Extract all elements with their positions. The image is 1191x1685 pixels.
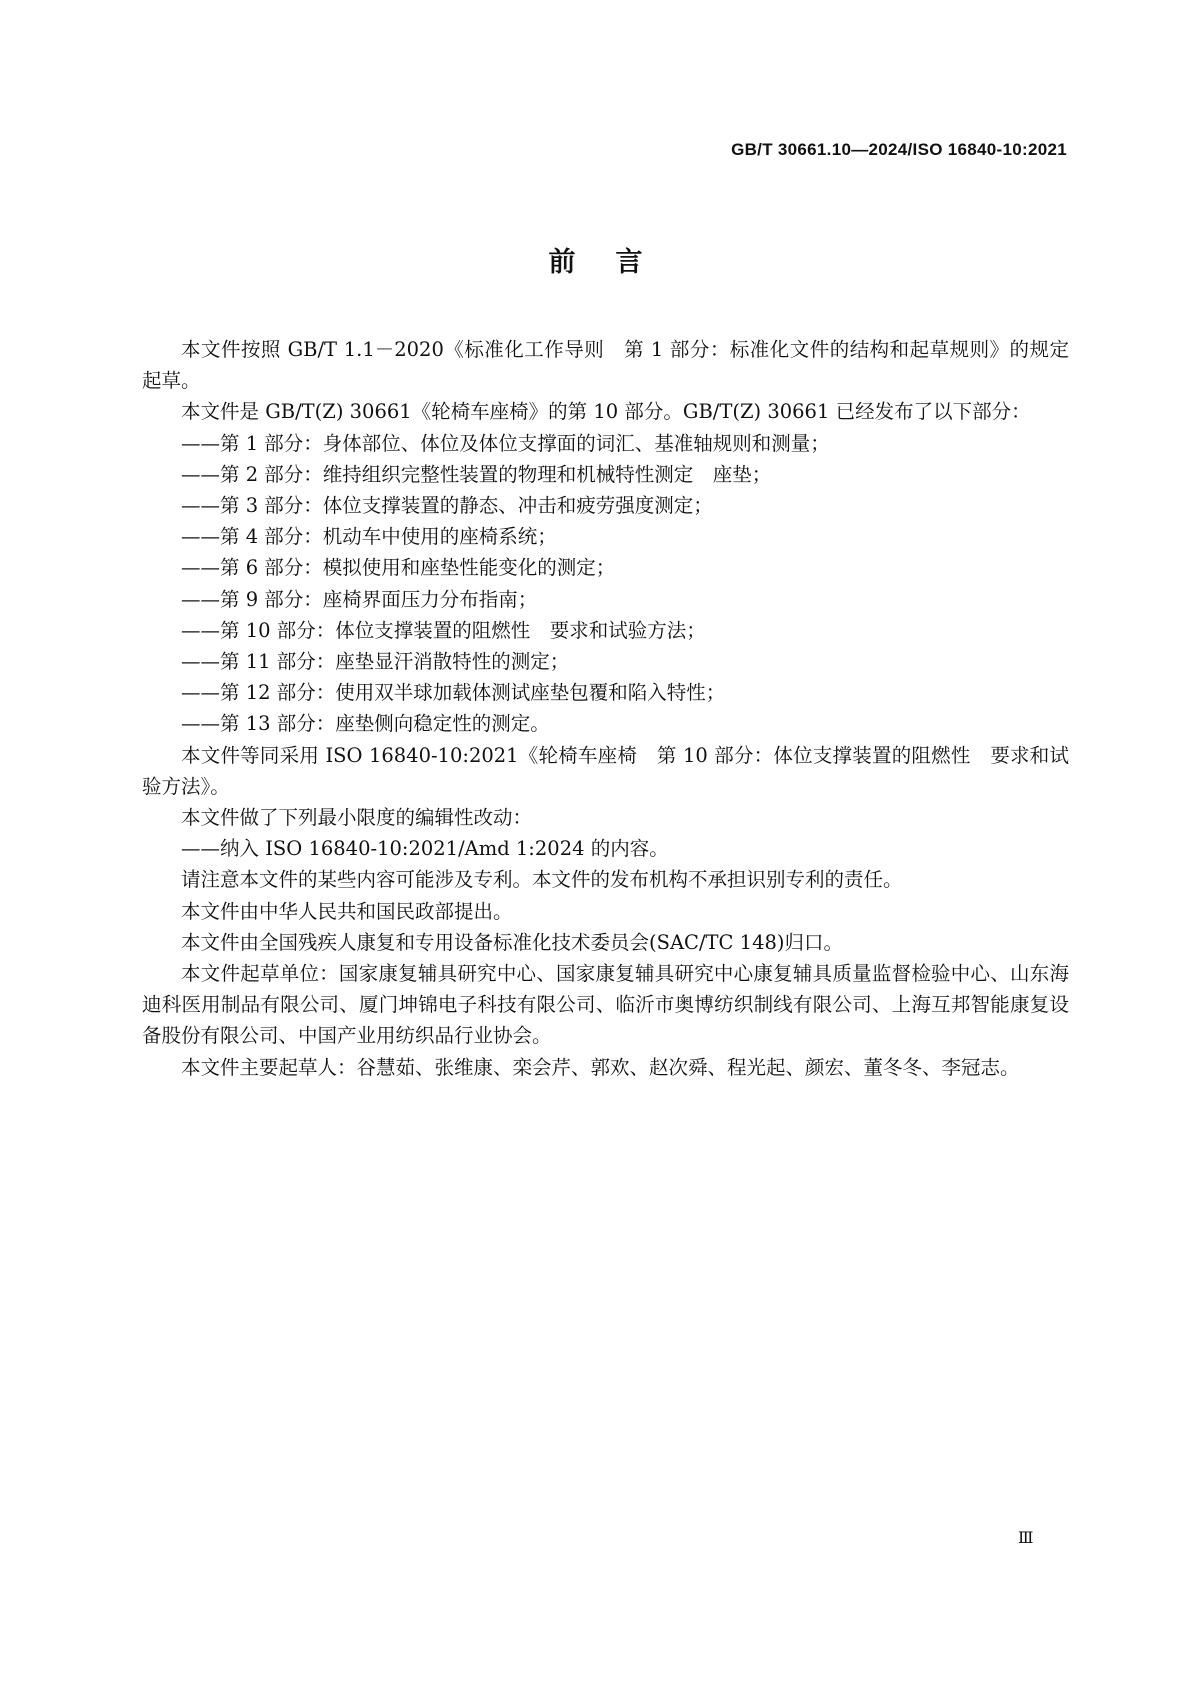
page-title: 前言: [548, 247, 683, 278]
list-item: ——第 12 部分：使用双半球加载体测试座垫包覆和陷入特性；: [181, 681, 726, 705]
paragraph: 本文件由中华人民共和国民政部提出。: [181, 899, 513, 923]
list-item: ——纳入 ISO 16840-10:2021/Amd 1:2024 的内容。: [181, 837, 669, 861]
paragraph: 本文件主要起草人：谷慧茹、张维康、栾会芹、郭欢、赵次舜、程光起、颜宏、董冬冬、李冠志。: [181, 1055, 1020, 1079]
paragraph: 本文件由全国残疾人康复和专用设备标准化技术委员会(SAC/TC 148)归口。: [181, 930, 843, 954]
document-header-id: GB/T 30661.10—2024/ISO 16840-10:2021: [731, 140, 1067, 159]
list-item: ——第 13 部分：座垫侧向稳定性的测定。: [181, 712, 550, 736]
list-item: ——第 3 部分：体位支撑装置的静态、冲击和疲劳强度测定；: [181, 494, 713, 518]
paragraph: 本文件等同采用 ISO 16840-10:2021《轮椅车座椅 第 10 部分：体位支撑装置的阻燃性 要求和试验方法》。: [142, 743, 1069, 798]
list-item: ——第 6 部分：模拟使用和座垫性能变化的测定；: [181, 556, 616, 580]
paragraph: 本文件做了下列最小限度的编辑性改动：: [181, 806, 533, 830]
list-item: ——第 9 部分：座椅界面压力分布指南；: [181, 587, 538, 611]
paragraph: 本文件按照 GB/T 1.1－2020《标准化工作导则 第 1 部分：标准化文件的结构和起草规则》的规定起草。: [142, 338, 1069, 393]
paragraph: 本文件起草单位：国家康复辅具研究中心、国家康复辅具研究中心康复辅具质量监督检验中心、山东海迪科医用制品有限公司、厦门坤锦电子科技有限公司、临沂市奥博纺织制线有限公司、上海互邦智能康复设备股份有限公司、中国产业用纺织品行业协会。: [142, 962, 1069, 1048]
list-item: ——第 10 部分：体位支撑装置的阻燃性 要求和试验方法；: [181, 618, 706, 642]
list-item: ——第 11 部分：座垫显汗消散特性的测定；: [181, 650, 570, 674]
foreword-body: [142, 334, 1069, 1083]
page-number: Ⅲ: [1018, 1528, 1034, 1547]
paragraph: 请注意本文件的某些内容可能涉及专利。本文件的发布机构不承担识别专利的责任。: [181, 868, 903, 892]
list-item: ——第 1 部分：身体部位、体位及体位支撑面的词汇、基准轴规则和测量；: [181, 431, 830, 455]
paragraph: 本文件是 GB/T(Z) 30661《轮椅车座椅》的第 10 部分。GB/T(Z) 30661 已经发布了以下部分：: [181, 400, 1031, 424]
list-item: ——第 4 部分：机动车中使用的座椅系统；: [181, 525, 557, 549]
list-item: ——第 2 部分：维持组织完整性装置的物理和机械特性测定 座垫；: [181, 462, 772, 486]
